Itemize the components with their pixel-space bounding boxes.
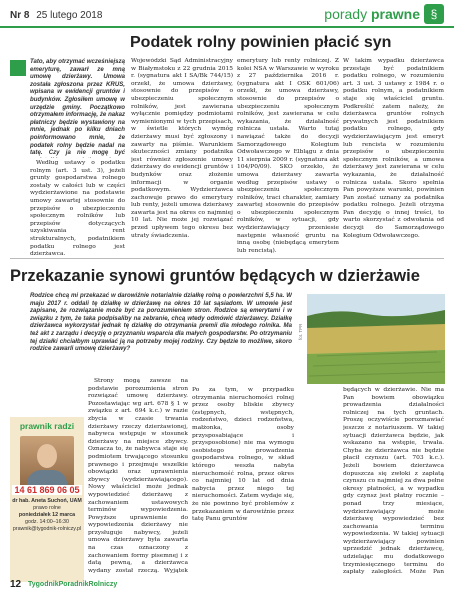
article-2-title: Przekazanie synowi gruntów będących w dzierżawie: [10, 267, 420, 285]
article-photo-field: [307, 294, 445, 384]
portrait-head: [37, 444, 57, 468]
article-1-col-1: Według ustawy o podatku rolnym (art. 3 ust. 3), jeżeli grunty gospodarstwa rolnego zostały w całości lub w części wydzierżawione na podstawie umowy zawartej stosownie do przepisów o ubezpieczeniu społecznym rolników lub przepisów dotyczących uzyskiwania rent strukturalnych, podatnikiem podatku rolnego jest dzierżawca.: [30, 160, 125, 256]
photo-credit: fot. TPR: [298, 323, 303, 340]
section-paragraph-icon: §: [424, 4, 444, 24]
article-2-col-4: będących w dzierżawie. Nie ma Pan bowiem obowiązku prowadzenia działalności rolniczej na tych gruntach. Proszę oczywiście porozmawiać jeszcze z notariuszem. W takiej sytuacji dzierżawca będzie, jak wskazano na wstępie, trwała. Chyba że dzierżawca nie będzie płacił czynszu (art. 703 k.c.). Jeżeli bowiem dzierżawca dopuszcza się zwłoki z zapłatą czynszu co najmniej za dwa pełne okresy płatności, a w wypadku gdy czynsz jest płatny rocznie – ponad trzy miesiące, wydzierżawiający może dzierżawę wypowiedzieć bez zachowania terminu wypowiedzenia. W takiej sytuacji wydzierżawiający powinien uprzedzić jednak dzierżawcę, udzielając mu dodatkowego trzymiesięcznego terminu do zapłaty zaległości. Może Pan: [343, 387, 444, 574]
article-2-lead: Rodzice chcą mi przekazać w darowiźnie notarialnie działkę rolną o powierzchni 5,5 ha. W maju 2017 r. oddali tę działkę w dzierżawę na okres 10 lat sąsiadom. W umowie jest zapisane, że rozwiązanie może być za porozumieniem stron. Rodzice są emerytami i w związku z tym, że taka podpisaliby na zebranie, chcą wtedy odmówić dzierżawcy. Działkę dzierżawca wykorzystał jednak tę działkę do otrzymania premii dla młodego rolnika. Ma też akt z zarządu i decyzję o przyznaniu wsparcia dla małych gospodarstw. Po otrzymaniu tej działki chciałbym uprawiać ją na potrzeby mojej rodziny. Czy będzie to możliwe, skoro rodzice zawarli umowę dzierżawy?: [30, 292, 292, 353]
article-1-title: Podatek rolny powinien płacić syn: [130, 34, 392, 51]
section-brand: [324, 6, 420, 22]
article-divider: [10, 258, 444, 259]
expert-phone-number[interactable]: 14 61 869 06 05: [12, 485, 82, 495]
issue-info: [10, 10, 102, 21]
question-marker-icon: [10, 60, 26, 76]
brand-bold: prawne: [370, 6, 420, 22]
expert-specialty: prawo rolne: [33, 505, 61, 511]
expert-box-title: prawnik radzi: [19, 421, 75, 431]
expert-box: [10, 417, 84, 582]
article-1-lead: Tato, aby otrzymać wcześniejszą emeryturę, zawarł ze mną umowę dzierżawy. Umowa została zgłoszona przez KRUS, wpisana w ewidencji gruntów i budynków. Zgłosiłem umowę w urzędzie gminy. Początkowo otrzymałem informację, że nakaz płatniczy będzie wystawiony na mnie, jednak po kilku dniach poinformowano mnie, że podatek rolny będzie nadal na tatę. Czy ja nie mogę być: [30, 58, 125, 157]
page-header: [0, 0, 454, 30]
issue-date: 25 lutego 2018: [36, 10, 103, 21]
publication-name: TygodnikPoradnikRolniczy: [28, 581, 118, 588]
expert-name: dr hab. Aneta Suchoń, UAM: [12, 498, 82, 504]
expert-email[interactable]: prawnik@tygodnik-rolniczy.pl: [12, 526, 82, 532]
expert-hours: godz. 14:00–16:30: [25, 519, 69, 525]
article-1-col-3: emerytury lub renty rolniczej. Z kolei NSA w Warszawie w wyroku z 27 października 2016 r. (sygnatura akt I OSK 601/06) orzekł, że umowa dzierżawy, stosownie do przepisów o ubezpieczeniu społecznym rolników, jest zawierana w celu wykazania, że działalność rolnicza ustała. Warto tutaj nawiązać także do decyzji Samorządowego Kolegium Odwoławczego w Elblągu z dnia 11 sierpnia 2009 r. (sygnatura akt 104/P0/09). SKO orzekło, że umowa dzierżawy zawarta według przepisów ustawy o ubezpieczeniu społecznym rolników, traci charakter, zamiary zawartej stosownie do przepisów o ubezpieczeniu społecznym rolników, w sytuacji, gdy wydzierżawiający przeniesie następnie własność gruntu na inną osobę (niebędącą emerytem lub rencistą).: [237, 58, 339, 254]
header-rule: [0, 26, 454, 28]
brand-normal: porady: [324, 6, 368, 22]
article-2-col-3: Po za tym, w przypadku otrzymania nieruchomości rolnej przez osoby bliskie zbywcy (zstępnych, wstępnych, rodzeństwo, dzieci rodzeństwa, małżonka, osoby przysposabiające i przysposobione) nie ma wymogu osobistego prowadzenia gospodarstwa rolnego, w skład którego weszła nabyta nieruchomość rolna, przez okres co najmniej 10 lat od dnia nabycia przez niego tej nieruchomości. Zatem wydaje się, że nie powinno być problemów z przekazaniem w darowiźnie przez tatę Panu gruntów: [192, 387, 294, 523]
page-number: 12: [10, 579, 22, 590]
expert-day: poniedziałek 12 marca: [18, 512, 76, 518]
article-1-col-2: Wojewódzki Sąd Administracyjny w Białymstoku z 22 grudnia 2015 r. (sygnatura akt I SA/Bk 744/15) orzekł, że umowa dzierżawy, stosownie do przepisów o ubezpieczeniu społecznym rolników, jest zawierana wyłącznie pomiędzy podmiotami wymienionymi w tych przepisach, w świetle których wymóg dzierżawy musi być zgłoszony i zawarty na piśmie. Warunkiem skuteczności zmiany podatnika jest również zgłoszenie umowy dzierżawy do ewidencji gruntów i budynków oraz złożenie informacji w organie podatkowym. Wydzierżawca zachowuje prawo do emerytury lub renty, jeżeli umowa dzierżawy zawarta jest na okres co najmniej 10 lat. Nie może jej rozwiązać przed upływem tego okresu bez utraty świadczenia.: [131, 58, 233, 239]
article-1-col-4: W takim wypadku dzierżawca przestaje być podatnikiem podatku rolnego, w rozumieniu art. 3 ust. 3 ustawy z 1984 r. o podatku rolnym, a podatnikiem staje się właściciel gruntu. Podkreślić zatem należy, że dzierżawca gruntów rolnych prywatnych jest podatnikiem podatku rolnego, gdy wydzierżawiającym jest emeryt lub rencista w rozumieniu przepisów o ubezpieczeniu społecznym rolników, a umowa dzierżawy jest zawierana w celu wykazania, że działalność rolnicza ustała. Skoro spełnia Pan powyższe warunki, powinien Pan zostać uznany za podatnika podatku rolnego. Jeżeli otrzyma Pan decyzję o innej treści, to warto skorzystać z odwołania od decyzji do Samorządowego Kolegium Odwoławczego.: [343, 58, 444, 239]
article-2-col-2: Strony mogą zawsze na podstawie porozumienia stron rozwiązać umowę dzierżawy. Pozostawiając wg art. 678 § 1 w związku z art. 694 k.c.) w razie zbycia w czasie trwania dzierżawy rzeczy dzierżawionej, nabywca wstępuje w stosunek dzierżawy na miejsce zbywcy. Oznacza to, że nabywca staje się podmiotem trwającego stosunku prawnego i przejmuje wszelkie obowiązki oraz uprawnienia zbywcy (wydzierżawiającego). Nowy właściciel może jednak wypowiedzieć dzierżawę z zachowaniem ustawowych terminów wypowiedzenia. Powyższe uprawnienie do wypowiedzenia dzierżawy nie przysługuje nabywcy, jeżeli umowa dzierżawy była zawarta na czas oznaczony z zachowaniem formy pisemnej i z datą pewną, a dzierżawca wydany został rzeczą. Wyjątek: [88, 378, 188, 574]
field-landscape-image: [307, 294, 445, 384]
expert-info: [12, 498, 82, 533]
issue-number: Nr 8: [10, 10, 30, 21]
expert-portrait: [20, 436, 74, 492]
